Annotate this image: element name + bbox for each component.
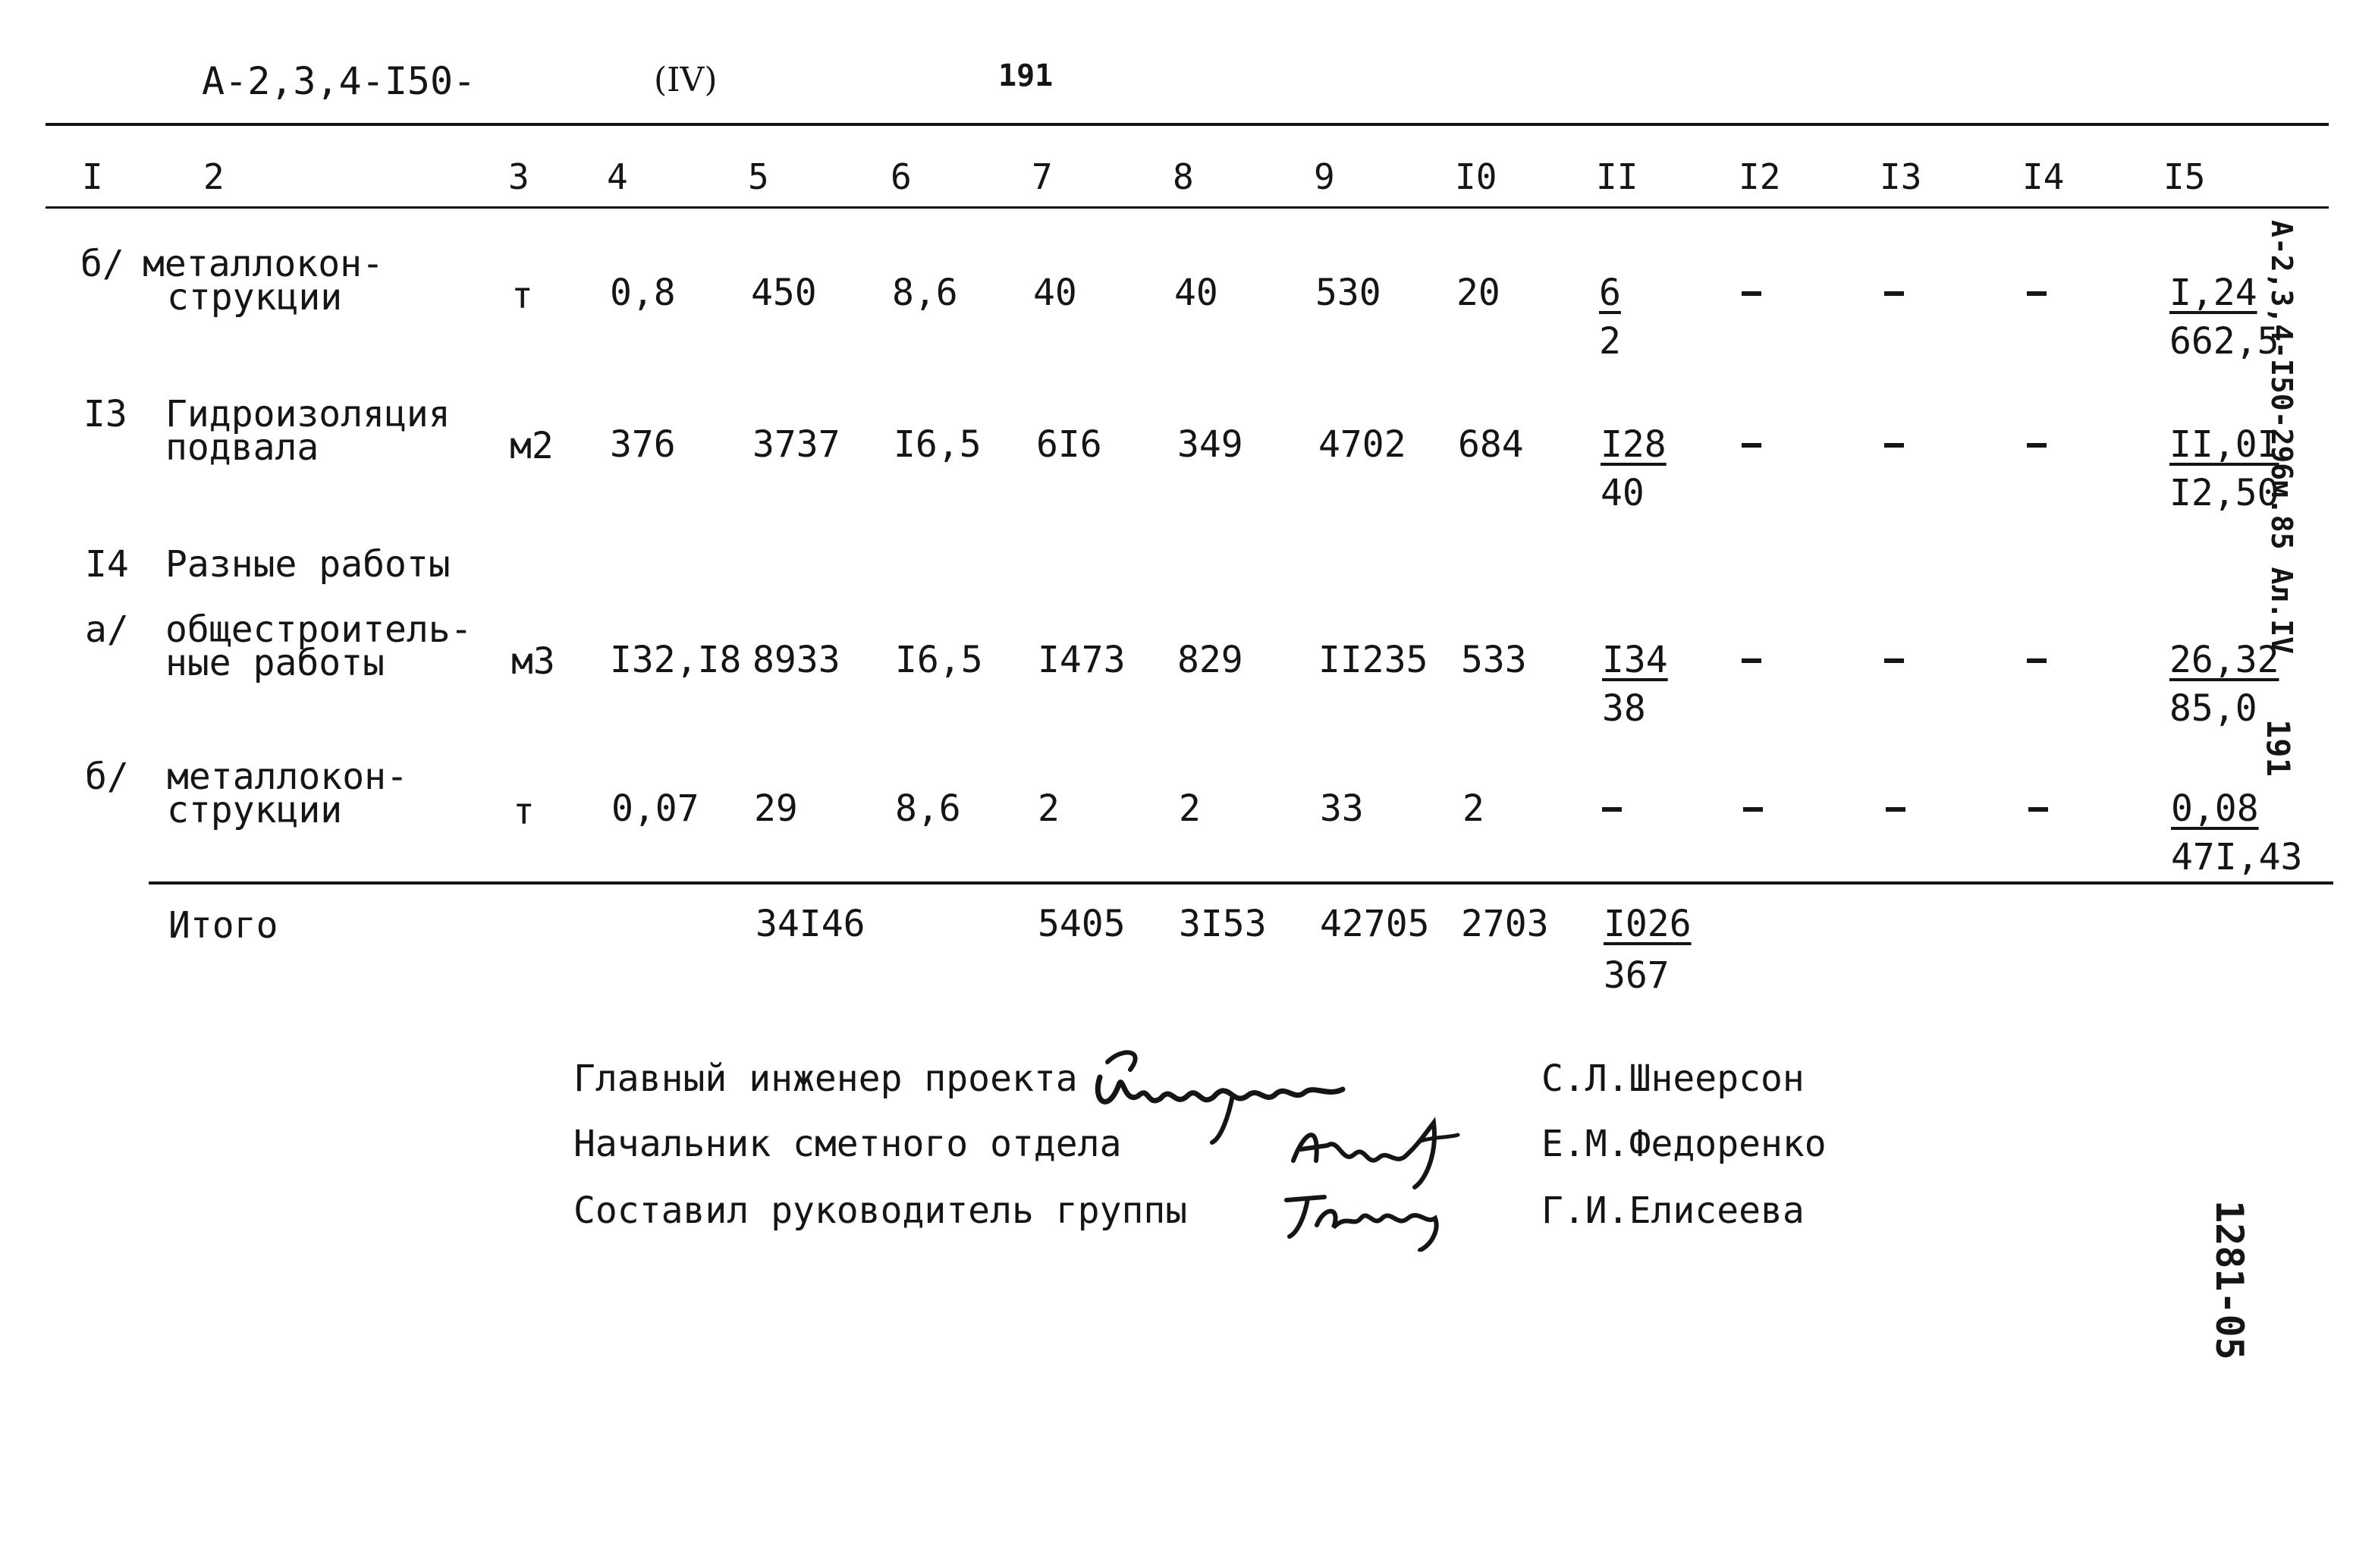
cell-9: 530: [1315, 272, 1381, 314]
cell-13: [1884, 658, 1904, 663]
col-header-8: 8: [1173, 156, 1194, 197]
work-name: струкции: [167, 276, 343, 319]
cell-15-bottom: 85,0: [2169, 687, 2257, 730]
cell-14: [2027, 658, 2047, 663]
unit-cell: т: [511, 275, 533, 317]
col-header-10: I0: [1455, 156, 1497, 197]
work-name: металлокон-: [167, 756, 408, 798]
cell-6: I6,5: [894, 423, 982, 466]
cell-13: [1884, 443, 1904, 448]
table-top-rule: [46, 123, 2329, 126]
cell-10: 2: [1462, 787, 1484, 830]
page-number: 191: [998, 58, 1054, 93]
cell-13: [1886, 807, 1905, 812]
cell-14: [2027, 443, 2047, 448]
cell-12: [1742, 658, 1761, 663]
col-header-12: I2: [1739, 156, 1781, 197]
col-header-14: I4: [2022, 156, 2065, 197]
cell-5: 8933: [752, 639, 840, 681]
cell-15-top: 26,32: [2169, 639, 2279, 681]
work-name: Гидроизоляция: [165, 393, 451, 435]
row-number: б/: [85, 756, 129, 798]
row-number: а/: [85, 608, 129, 651]
cell-5: 450: [751, 272, 817, 314]
work-name: подвала: [165, 426, 319, 469]
cell-8: 2: [1179, 787, 1201, 830]
cell-5: 29: [754, 787, 798, 830]
cell-8: 829: [1177, 639, 1243, 681]
cell-15-top: II,0I: [2169, 423, 2279, 466]
cell-12: [1743, 807, 1763, 812]
col-header-6: 6: [891, 156, 912, 197]
unit-cell: т: [513, 790, 535, 833]
cell-14: [2028, 807, 2048, 812]
cell-14: [2027, 291, 2047, 296]
cell-13: [1884, 291, 1904, 296]
cell-7: I473: [1038, 639, 1126, 681]
cell-9: II235: [1318, 639, 1428, 681]
cell-11: [1602, 807, 1622, 812]
cell-10: 533: [1461, 639, 1527, 681]
col-header-11: II: [1596, 156, 1638, 197]
cell-12: [1742, 291, 1761, 296]
cell-10: 684: [1458, 423, 1524, 466]
cell-10: 20: [1456, 272, 1500, 314]
col-header-2: 2: [203, 156, 225, 197]
cell-4: I32,I8: [610, 639, 742, 681]
cell-15-top: 0,08: [2171, 787, 2259, 830]
cell-11-top: 6: [1599, 272, 1621, 314]
col-header-9: 9: [1314, 156, 1335, 197]
cell-11-bottom: 38: [1602, 687, 1646, 730]
cell-9: 33: [1320, 787, 1364, 830]
total-cell-7: 5405: [1038, 903, 1126, 945]
header-bottom-rule: [46, 206, 2329, 209]
unit-cell: м3: [511, 640, 555, 683]
cell-4: 0,07: [611, 787, 699, 830]
unit-cell: м2: [510, 425, 554, 467]
total-rule: [149, 881, 2333, 885]
cell-11-top: I28: [1601, 423, 1667, 466]
col-header-4: 4: [607, 156, 628, 197]
row-number: б/: [80, 243, 124, 285]
cell-11-top: I34: [1602, 639, 1668, 681]
signatory-title: Составил руководитель группы: [573, 1189, 1188, 1232]
col-header-3: 3: [508, 156, 529, 197]
cell-4: 0,8: [610, 272, 676, 314]
margin-stamp: А-2,3,4-I50-296м.85 Ал.IV: [2265, 220, 2298, 654]
signatory-name: Г.И.Елисеева: [1541, 1189, 1805, 1232]
total-cell-11-bottom: 367: [1604, 954, 1670, 997]
cell-15-bottom: 662,5: [2169, 320, 2279, 363]
volume-label: (IV): [654, 61, 718, 99]
work-name: металлокон-: [143, 243, 384, 285]
cell-8: 349: [1177, 423, 1243, 466]
total-cell-5: 34I46: [756, 903, 865, 945]
work-name: ные работы: [165, 642, 385, 684]
handwritten-signature: [1282, 1108, 1479, 1191]
cell-7: 40: [1033, 272, 1077, 314]
cell-6: I6,5: [895, 639, 983, 681]
cell-11-bottom: 2: [1599, 320, 1621, 363]
row-number: I4: [85, 543, 129, 586]
total-cell-9: 42705: [1320, 903, 1430, 945]
cell-8: 40: [1174, 272, 1218, 314]
col-header-7: 7: [1032, 156, 1053, 197]
col-header-5: 5: [748, 156, 769, 197]
margin-page-number: 191: [2260, 719, 2297, 777]
cell-6: 8,6: [892, 272, 958, 314]
row-number: I3: [83, 393, 127, 435]
cell-15-bottom: I2,50: [2169, 472, 2279, 514]
col-header-15: I5: [2163, 156, 2206, 197]
cell-4: 376: [610, 423, 676, 466]
work-name: Разные работы: [165, 543, 451, 586]
col-header-13: I3: [1880, 156, 1922, 197]
total-cell-8: 3I53: [1179, 903, 1267, 945]
document-code: А-2,3,4-I50-: [202, 59, 476, 103]
total-cell-10: 2703: [1461, 903, 1549, 945]
cell-7: 6I6: [1036, 423, 1102, 466]
col-header-1: I: [82, 156, 103, 197]
total-cell-11-top: I026: [1604, 903, 1692, 945]
cell-6: 8,6: [895, 787, 961, 830]
document-number: 1281-05: [2207, 1200, 2251, 1360]
cell-5: 3737: [752, 423, 840, 466]
work-name: общестроитель-: [165, 608, 473, 651]
signatory-title: Начальник сметного отдела: [573, 1123, 1122, 1165]
signatory-name: Е.М.Федоренко: [1541, 1123, 1827, 1165]
cell-11-bottom: 40: [1601, 472, 1645, 514]
signatory-title: Главный инженер проекта: [573, 1057, 1078, 1100]
cell-9: 4702: [1318, 423, 1406, 466]
work-name: струкции: [167, 789, 343, 831]
cell-12: [1742, 443, 1761, 448]
cell-15-top: I,24: [2169, 272, 2257, 314]
handwritten-signature: [1279, 1183, 1476, 1252]
cell-7: 2: [1038, 787, 1060, 830]
cell-15-bottom: 47I,43: [2171, 836, 2303, 878]
total-label: Итого: [168, 904, 278, 947]
signatory-name: С.Л.Шнеерсон: [1541, 1057, 1805, 1100]
